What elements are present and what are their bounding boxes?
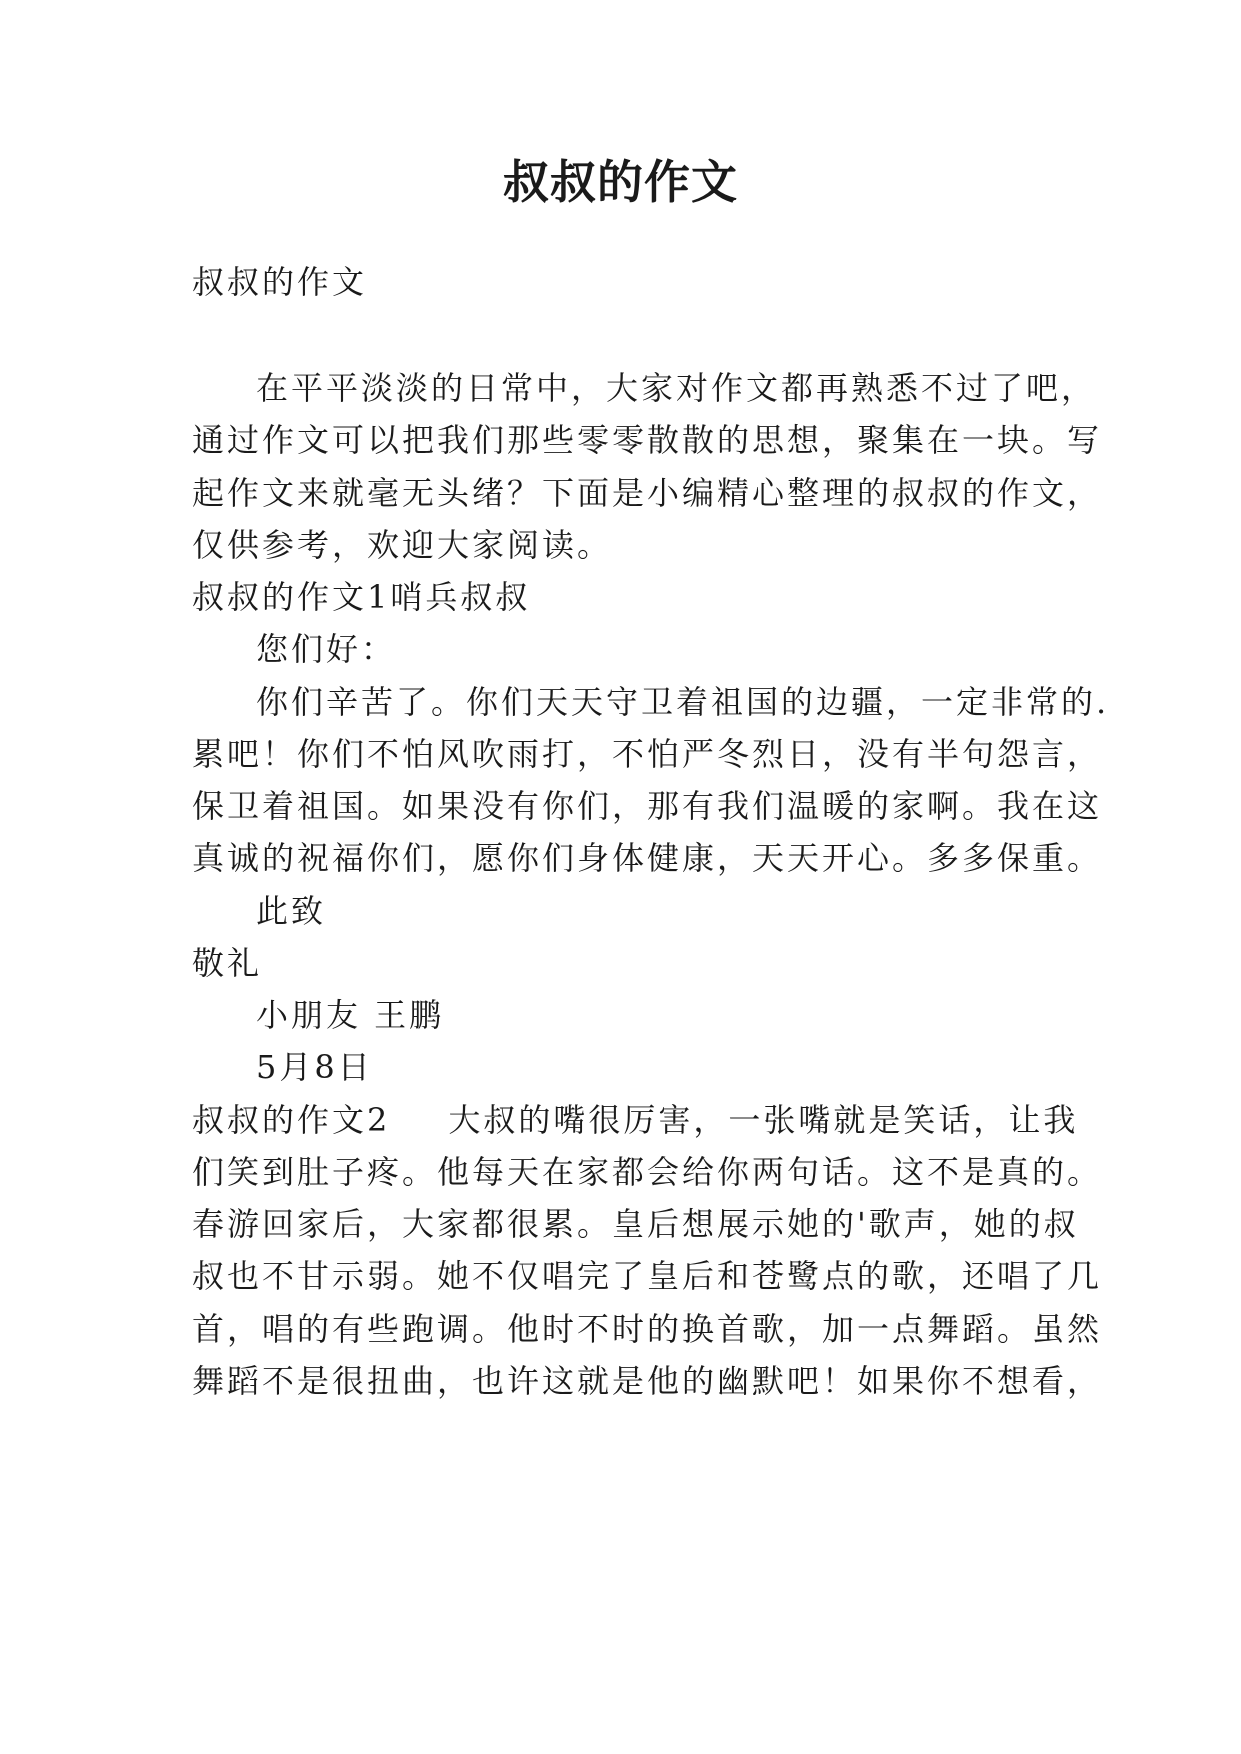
document-title: 叔叔的作文 [503,155,738,209]
intro-line: 仅供参考，欢迎大家阅读。 [192,526,613,564]
essay2-first-text: 大叔的嘴很厉害，一张嘴就是笑话，让我 [448,1101,1079,1139]
intro-line: 起作文来就毫无头绪？下面是小编精心整理的叔叔的作文， [192,474,1103,512]
essay2-body-line: 叔也不甘示弱。她不仅唱完了皇后和苍鹭点的歌，还唱了几 [192,1257,1103,1295]
essay2-first-line [192,1100,1092,1140]
essay1-body-line: 保卫着祖国。如果没有你们，那有我们温暖的家啊。我在这 [192,787,1103,825]
essay1-date: 5月8日 [256,1048,373,1086]
essay1-body-line: 真诚的祝福你们，愿你们身体健康，天天开心。多多保重。 [192,839,1103,877]
essay1-signature: 小朋友 王鹏 [256,996,445,1034]
essay2-body-line: 首，唱的有些跑调。他时不时的换首歌，加一点舞蹈。虽然 [192,1310,1103,1348]
essay1-greeting: 您们好： [256,630,397,668]
document-subtitle: 叔叔的作文 [192,263,368,301]
essay1-body-line: 你们辛苦了。你们天天守卫着祖国的边疆，一定非常的. [256,683,1110,721]
essay2-body-line: 舞蹈不是很扭曲，也许这就是他的幽默吧！如果你不想看， [192,1362,1103,1400]
essay2-heading: 叔叔的作文2 [192,1101,391,1139]
essay1-closing: 此致 [256,892,327,930]
essay1-salute: 敬礼 [192,944,263,982]
essay1-body-line: 累吧！你们不怕风吹雨打，不怕严冬烈日，没有半句怨言， [192,735,1103,773]
intro-line: 通过作文可以把我们那些零零散散的思想，聚集在一块。写 [192,421,1103,459]
essay2-body-line: 春游回家后，大家都很累。皇后想展示她的'歌声，她的叔 [192,1205,1079,1243]
essay1-heading: 叔叔的作文1哨兵叔叔 [192,578,531,616]
intro-line: 在平平淡淡的日常中，大家对作文都再熟悉不过了吧， [256,369,1097,407]
essay2-body-line: 们笑到肚子疼。他每天在家都会给你两句话。这不是真的。 [192,1153,1103,1191]
